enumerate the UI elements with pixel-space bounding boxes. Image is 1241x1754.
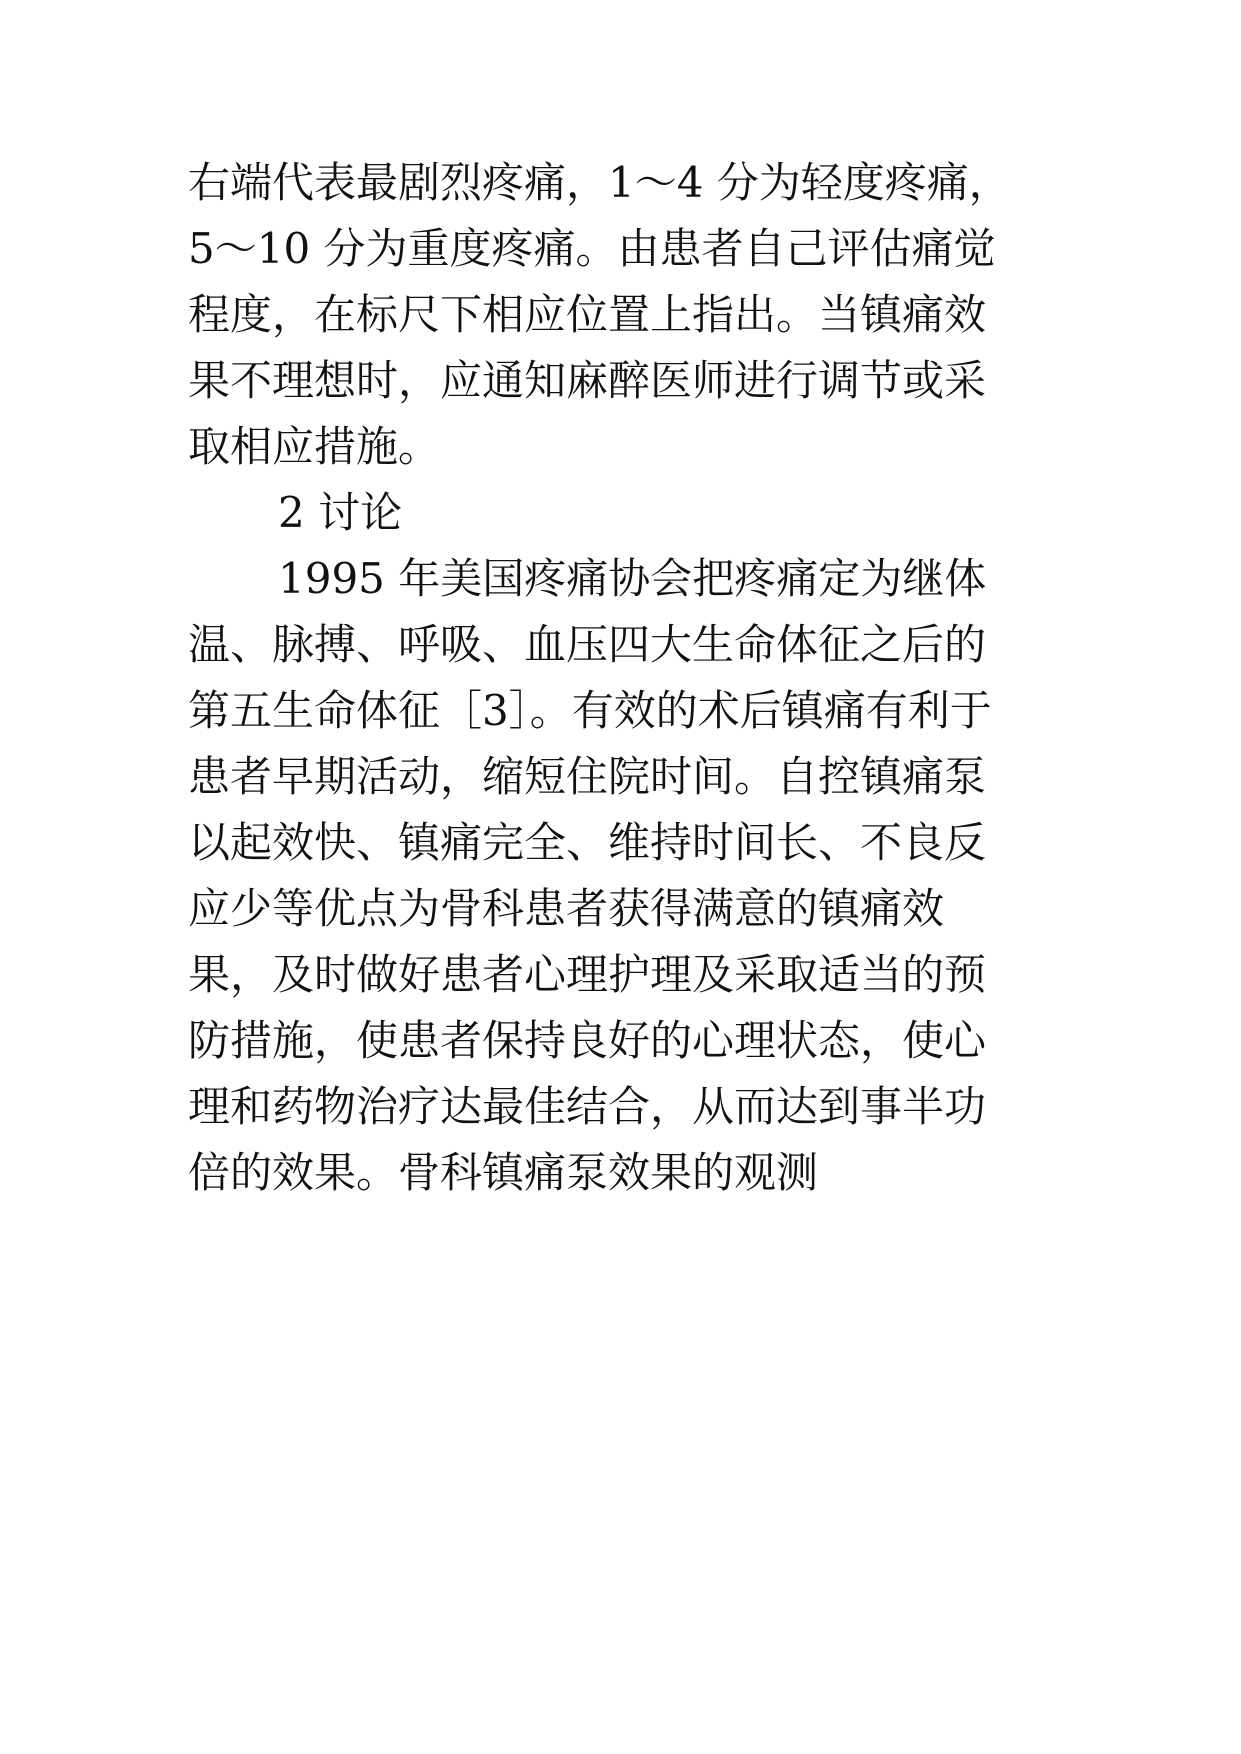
paragraph-2-line-4: 患者早期活动，缩短住院时间。自控镇痛泵 <box>188 752 987 801</box>
paragraph-2-line-2: 温、脉搏、呼吸、血压四大生命体征之后的 <box>188 620 987 669</box>
paragraph-2-line-3: 第五生命体征［3］。有效的术后镇痛有利于 <box>188 686 992 735</box>
paragraph-2-line-6: 应少等优点为骨科患者获得满意的镇痛效 <box>188 884 945 933</box>
section-heading: 2 讨论 <box>278 488 403 537</box>
paragraph-2-line-8: 防措施，使患者保持良好的心理状态，使心 <box>188 1016 987 1065</box>
paragraph-1-line-2: 5～10 分为重度疼痛。由患者自己评估痛觉 <box>188 224 996 273</box>
paragraph-2-line-10: 倍的效果。骨科镇痛泵效果的观测 <box>188 1148 819 1197</box>
paragraph-1-line-4: 果不理想时，应通知麻醉医师进行调节或采 <box>188 356 987 405</box>
paragraph-1-line-1: 右端代表最剧烈疼痛，1～4 分为轻度疼痛， <box>188 158 1011 207</box>
body-text <box>188 150 1068 1206</box>
paragraph-1-line-5: 取相应措施。 <box>188 422 441 471</box>
paragraph-2-line-5: 以起效快、镇痛完全、维持时间长、不良反 <box>188 818 987 867</box>
paragraph-2-line-1: 1995 年美国疼痛协会把疼痛定为继体 <box>278 554 987 603</box>
paragraph-2-line-9: 理和药物治疗达最佳结合，从而达到事半功 <box>188 1082 987 1131</box>
paragraph-2-line-7: 果，及时做好患者心理护理及采取适当的预 <box>188 950 987 999</box>
paragraph-1-line-3: 程度，在标尺下相应位置上指出。当镇痛效 <box>188 290 987 339</box>
